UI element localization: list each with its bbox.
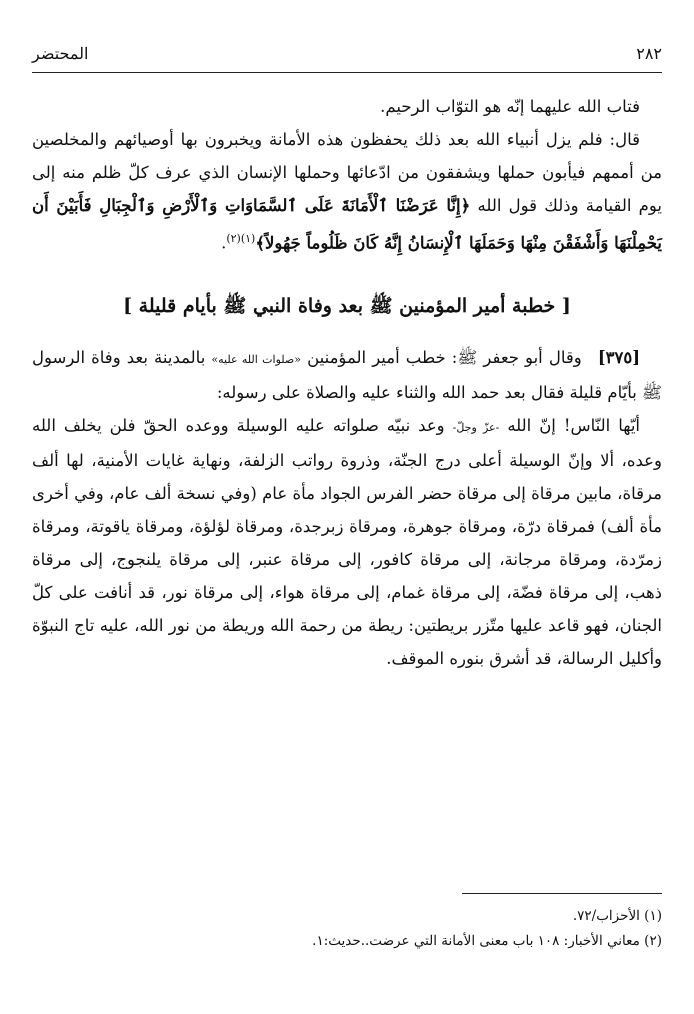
page-number: ٢٨٢ bbox=[636, 44, 662, 63]
hadith-intro-honorific: «صلوات الله عليه» bbox=[211, 352, 301, 366]
footnote-2: (٢) معاني الأخبار: ١٠٨ باب معنى الأمانة التي عرضت..حديث:١. bbox=[312, 933, 662, 949]
verse-footnote-refs: (١)(٢) bbox=[226, 232, 256, 245]
hadith-intro-a: وقال أبو جعفر ﷺ: خطب أمير المؤمنين bbox=[307, 347, 582, 367]
footnotes bbox=[32, 904, 662, 954]
main-text bbox=[32, 90, 662, 675]
header-divider bbox=[32, 72, 662, 73]
hadith-number: [٣٧٥] bbox=[597, 347, 641, 367]
hadith-intro-b: بالمدينة بعد وفاة الرسول ﷺ بأيّام قليلة فقال بعد حمد الله والثناء عليه والصلاة على رسوله: bbox=[32, 347, 662, 402]
verse-end-period: . bbox=[221, 233, 227, 253]
section-title: [ خطبة أمير المؤمنين ﷺ بعد وفاة النبي ﷺ بأيام قليلة ] bbox=[123, 294, 571, 317]
paragraph-2-text: قال: فلم يزل أنبياء الله بعد ذلك يحفظون هذه الأمانة ويخبرون بها أوصيائهم والمخلصين من أممهم فيأبون حملها ويشفقون من ادّعائها وحملها الإنسان الذي عرف كلّ ظلم منه إلى يوم القيامة وذلك قول الله bbox=[32, 130, 663, 215]
quran-verse: ﴿إِنَّا عَرَضْنَا ٱلْأَمَانَةَ عَلَى ٱلسَّمَاوَاتِ وَٱلْأَرْضِ وَٱلْجِبَالِ فَأَبَيْنَ أَن يَحْمِلْنَهَا وَأَشْفَقْنَ مِنْهَا وَحَمَلَهَا ٱلْإِنسَانُ إِنَّهُ كَانَ ظَلُوماً جَهُولاً﴾ bbox=[32, 196, 662, 253]
page-header bbox=[32, 44, 662, 67]
hadith-text-a: أيّها النّاس! إنّ الله bbox=[507, 415, 641, 435]
hadith-text-honorific: -عزّ وجلّ- bbox=[452, 420, 500, 434]
footnote-1: (١) الأحزاب/٧٢. bbox=[572, 908, 662, 924]
paragraph-2 bbox=[32, 123, 662, 260]
hadith-body bbox=[32, 409, 662, 675]
footnote-divider bbox=[462, 893, 662, 894]
book-title: المحتضر bbox=[32, 44, 89, 63]
paragraph-1: فتاب الله عليهما إنّه هو التوّاب الرحيم. bbox=[380, 97, 640, 116]
hadith-text-b: وعد نبيّه صلواته عليه الوسيلة ووعده الحقّ فلن يخلف الله وعده، ألا وإنّ الوسيلة أعلى درج الجنّة، وذروة رواتب الزلفة، ونهاية غايات الأمنية، لها ألف مرقاة، مابين مرقاة إلى مرقاة حضر الفرس الجواد مأة عام (وفي نسخة ألف عام، وفي أخرى مأة ألف) فمرقاة درّة، ومرقاة جوهرة، ومرقاة زبرجدة، ومرقاة لؤلؤة، ومرقاة ياقوتة، ومرقاة زمرّدة، ومرقاة مرجانة، إلى مرقاة كافور، إلى مرقاة عنبر، إلى مرقاة يلنجوج، إلى مرقاة ذهب، إلى مرقاة فضّة، إلى مرقاة غمام، إلى مرقاة هواء، إلى مرقاة نور، قد أنافت على كلّ الجنان، فهو قاعد عليها متّزر بريطتين: ريطة من رحمة الله وريطة من نور الله، عليه تاج النبوّة وأكليل الرسالة، قد أشرق بنوره الموقف. bbox=[32, 415, 662, 668]
hadith-intro bbox=[32, 341, 662, 409]
